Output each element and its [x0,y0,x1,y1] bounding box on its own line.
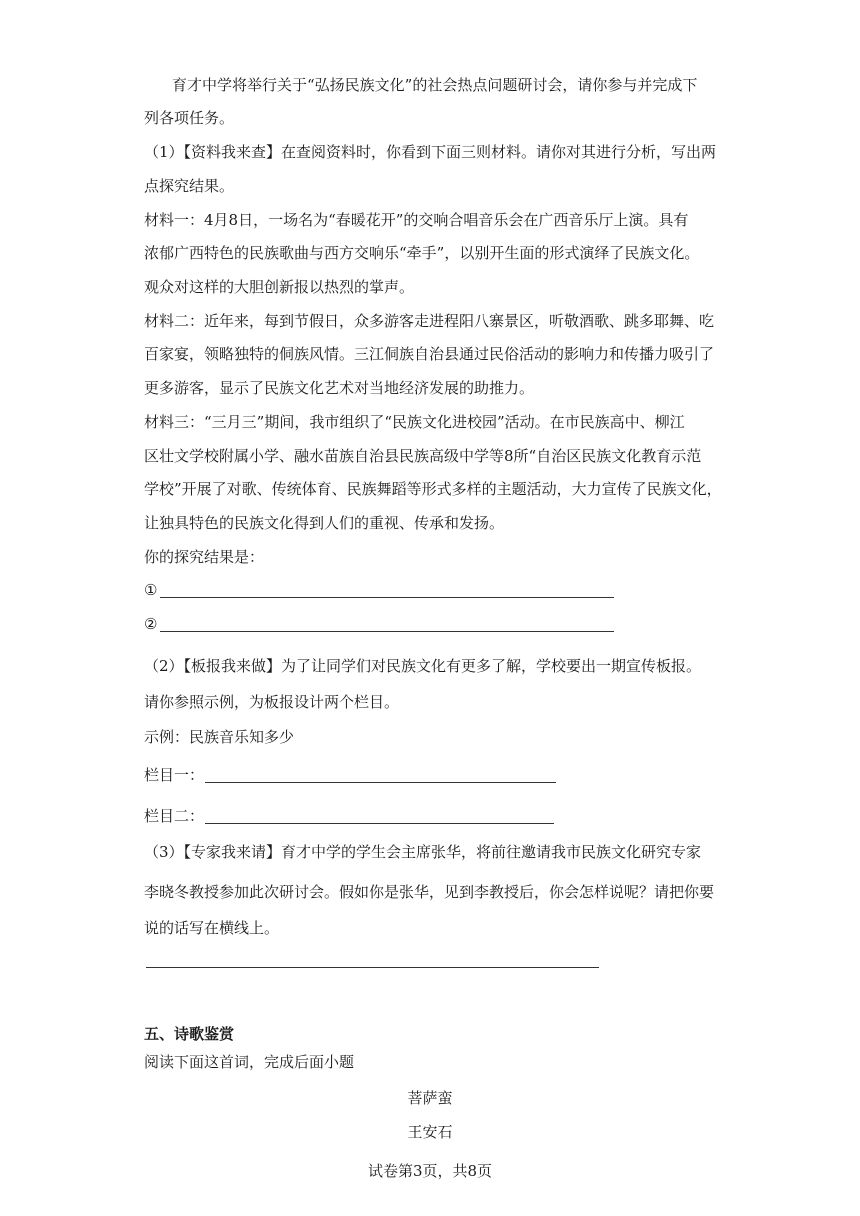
material-1-line-3: 观众对这样的大胆创新报以热烈的掌声。 [144,278,415,296]
material-2-line-3: 更多游客，显示了民族文化艺术对当地经济发展的助推力。 [144,379,535,397]
column-2-label: 栏目二： [144,807,205,825]
result-answer-line-1[interactable] [160,597,614,598]
result-mark-2: ② [144,615,158,633]
intro-line-1: 育才中学将举行关于“弘扬民族文化”的社会热点问题研讨会，请你参与并完成下 [172,76,698,94]
question-2-line-2: 请你参照示例，为板报设计两个栏目。 [144,693,400,711]
material-3-line-3: 学校”开展了对歌、传统体育、民族舞蹈等形式多样的主题活动，大力宣传了民族文化， [144,480,722,498]
result-mark-1: ① [144,581,158,599]
question-1-line-2: 点探究结果。 [144,177,235,195]
material-2-line-2: 百家宴，领略独特的侗族风情。三江侗族自治县通过民俗活动的影响力和传播力吸引了 [144,345,715,363]
question-2-example: 示例：民族音乐知多少 [144,728,295,746]
question-3-line-3: 说的话写在横线上。 [144,919,280,937]
section-5-instruction: 阅读下面这首词，完成后面小题 [144,1053,355,1071]
material-3-line-4: 让独具特色的民族文化得到人们的重视、传承和发扬。 [144,514,505,532]
question-2-line-1: （2）【板报我来做】为了让同学们对民族文化有更多了解，学校要出一期宣传板报。 [144,657,702,675]
material-2-line-1: 材料二：近年来，每到节假日，众多游客走进程阳八寨景区，听敬酒歌、跳多耶舞、吃 [144,312,715,330]
material-3-line-1: 材料三：“三月三”期间，我市组织了“民族文化进校园”活动。在市民族高中、柳江 [144,413,685,431]
section-5-heading: 五、诗歌鉴赏 [144,1025,235,1043]
material-1-line-2: 浓郁广西特色的民族歌曲与西方交响乐“牵手”，以别开生面的形式演绎了民族文化。 [144,244,700,262]
result-prompt: 你的探究结果是： [144,548,265,566]
poem-author: 王安石 [407,1123,453,1141]
poem-title: 菩萨蛮 [407,1089,453,1107]
question-3-answer-line[interactable] [146,967,599,968]
material-3-line-2: 区壮文学校附属小学、融水苗族自治县民族高级中学等8所“自治区民族文化教育示范 [144,447,702,465]
page-footer: 试卷第3页，共8页 [367,1162,493,1180]
material-1-line-1: 材料一：4月8日，一场名为“春暖花开”的交响合唱音乐会在广西音乐厅上演。具有 [144,211,689,229]
column-2-answer-line[interactable] [205,823,554,824]
question-3-line-1: （3）【专家我来请】育才中学的学生会主席张华，将前往邀请我市民族文化研究专家 [144,843,702,861]
column-1-answer-line[interactable] [205,782,556,783]
question-1-line-1: （1）【资料我来查】在查阅资料时，你看到下面三则材料。请你对其进行分析，写出两 [144,143,717,161]
result-answer-line-2[interactable] [160,631,614,632]
question-3-line-2: 李晓冬教授参加此次研讨会。假如你是张华，见到李教授后，你会怎样说呢？请把你要 [144,883,715,901]
column-1-label: 栏目一： [144,766,205,784]
intro-line-2: 列各项任务。 [144,109,235,127]
